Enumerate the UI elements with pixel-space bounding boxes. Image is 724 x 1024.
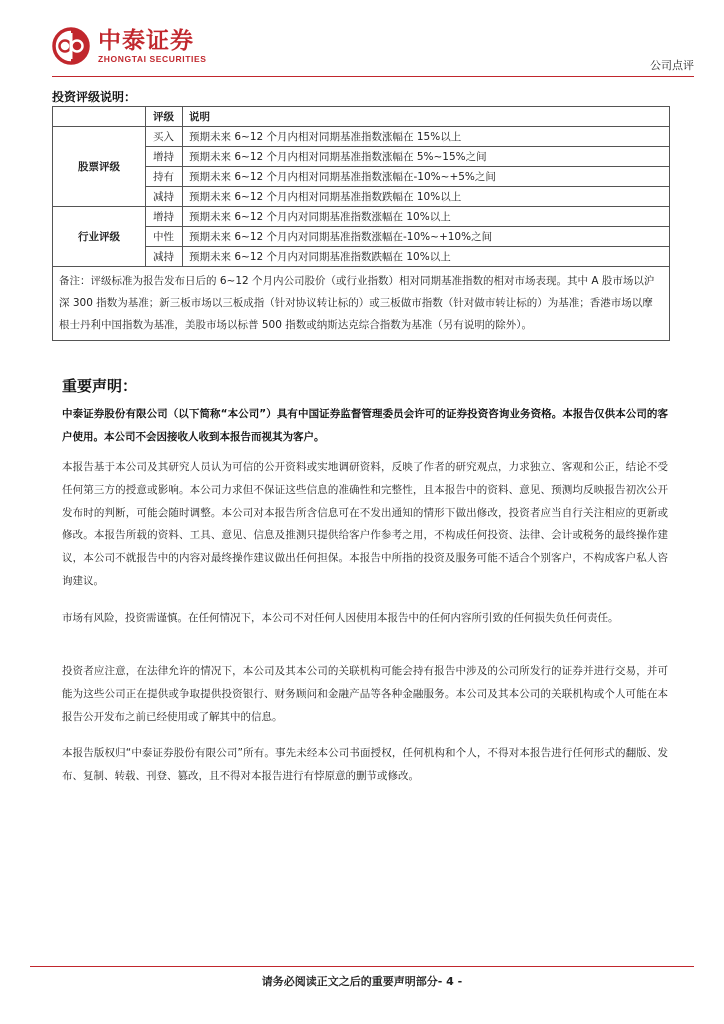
table-row: [53, 207, 670, 227]
table-row: [53, 187, 670, 207]
table-note-row: [53, 267, 670, 341]
rating-section-title: 投资评级说明：: [52, 90, 137, 104]
rating-desc: 预期未来 6~12 个月内对同期基准指数跌幅在 10%以上: [183, 247, 670, 267]
disclaimer-paragraph-4: 本报告版权归“中泰证券股份有限公司”所有。事先未经本公司书面授权，任何机构和个人，不得对本报告进行任何形式的翻版、发布、复制、转载、刊登、篡改，且不得对本报告进行有悖原意的删节或修改。: [62, 747, 668, 782]
rating-desc: 预期未来 6~12 个月内相对同期基准指数跌幅在 10%以上: [183, 187, 670, 207]
group-label-industry: 行业评级: [53, 207, 146, 267]
rating-level: 减持: [146, 247, 183, 267]
rating-level: 买入: [146, 127, 183, 147]
table-row: [53, 147, 670, 167]
disclaimer-paragraph-1: 本报告基于本公司及其研究人员认为可信的公开资料或实地调研资料，反映了作者的研究观点，力求独立、客观和公正，结论不受任何第三方的授意或影响。本公司力求但不保证这些信息的准确性和完整性，且本报告中的资料、意见、预测均反映报告初次公开发布时的判断，可能会随时调整。本公司对本报告所含信息可在不发出通知的情形下做出修改，投资者应当自行关注相应的更新或修改。本报告所载的资料、工具、意见、信息及推测只提供给客户作参考之用，不构成任何投资、法律、会计或税务的最终操作建议，本公司不就报告中的内容对最终操作建议做出任何担保。本报告中所指的投资及服务可能不适合个别客户，不构成客户私人咨询建议。: [62, 461, 668, 587]
footer-notice: 请务必阅读正文之后的重要声明部分: [261, 975, 438, 988]
disclaimer-intro: 中泰证券股份有限公司（以下简称“本公司”）具有中国证券监督管理委员会许可的证券投资咨询业务资格。本报告仅供本公司的客户使用。本公司不会因接收人收到本报告而视其为客户。: [62, 408, 668, 443]
rating-desc: 预期未来 6~12 个月内相对同期基准指数涨幅在 5%~15%之间: [183, 147, 670, 167]
rating-table: [52, 106, 670, 341]
page-header: [0, 0, 724, 80]
table-row: [53, 127, 670, 147]
table-row: [53, 227, 670, 247]
rating-level: 增持: [146, 147, 183, 167]
page-number: - 4 -: [437, 975, 463, 988]
rating-note: 备注：评级标准为报告发布日后的 6~12 个月内公司股价（或行业指数）相对同期基准指数的相对市场表现。其中 A 股市场以沪深 300 指数为基准；新三板市场以三板成指（针对协议转让标的）或三板做市指数（针对做市转让标的）为基准；香港市场以摩根士丹利中国指数为基准，美股市场以标普 500 指数或纳斯达克综合指数为基准（另有说明的除外）。: [53, 267, 670, 341]
page-footer: [0, 973, 724, 989]
table-row: [53, 247, 670, 267]
rating-level: 增持: [146, 207, 183, 227]
column-header-desc: 说明: [183, 107, 670, 127]
footer-divider: [30, 966, 694, 967]
rating-desc: 预期未来 6~12 个月内对同期基准指数涨幅在-10%~+10%之间: [183, 227, 670, 247]
company-name-en: ZHONGTAI SECURITIES: [98, 54, 207, 64]
document-type: 公司点评: [650, 59, 694, 72]
rating-desc: 预期未来 6~12 个月内相对同期基准指数涨幅在 15%以上: [183, 127, 670, 147]
zhongtai-logo-icon: [52, 27, 90, 65]
company-logo: [52, 27, 207, 65]
disclaimer-title: 重要声明：: [62, 377, 138, 395]
header-divider: [52, 76, 694, 77]
rating-desc: 预期未来 6~12 个月内对同期基准指数涨幅在 10%以上: [183, 207, 670, 227]
rating-level: 减持: [146, 187, 183, 207]
company-name-cn: 中泰证券: [98, 28, 194, 54]
table-header-row: [53, 107, 670, 127]
group-label-stock: 股票评级: [53, 127, 146, 207]
column-header-level: 评级: [146, 107, 183, 127]
disclaimer-paragraph-2: 市场有风险，投资需谨慎。在任何情况下，本公司不对任何人因使用本报告中的任何内容所引致的任何损失负任何责任。: [62, 612, 619, 624]
disclaimer-paragraph-3: 投资者应注意，在法律允许的情况下，本公司及其本公司的关联机构可能会持有报告中涉及的公司所发行的证券并进行交易，并可能为这些公司正在提供或争取提供投资银行、财务顾问和金融产品等各种金融服务。本公司及其本公司的关联机构或个人可能在本报告公开发布之前已经使用或了解其中的信息。: [62, 665, 668, 723]
rating-desc: 预期未来 6~12 个月内相对同期基准指数涨幅在-10%~+5%之间: [183, 167, 670, 187]
table-row: [53, 167, 670, 187]
rating-level: 中性: [146, 227, 183, 247]
rating-level: 持有: [146, 167, 183, 187]
